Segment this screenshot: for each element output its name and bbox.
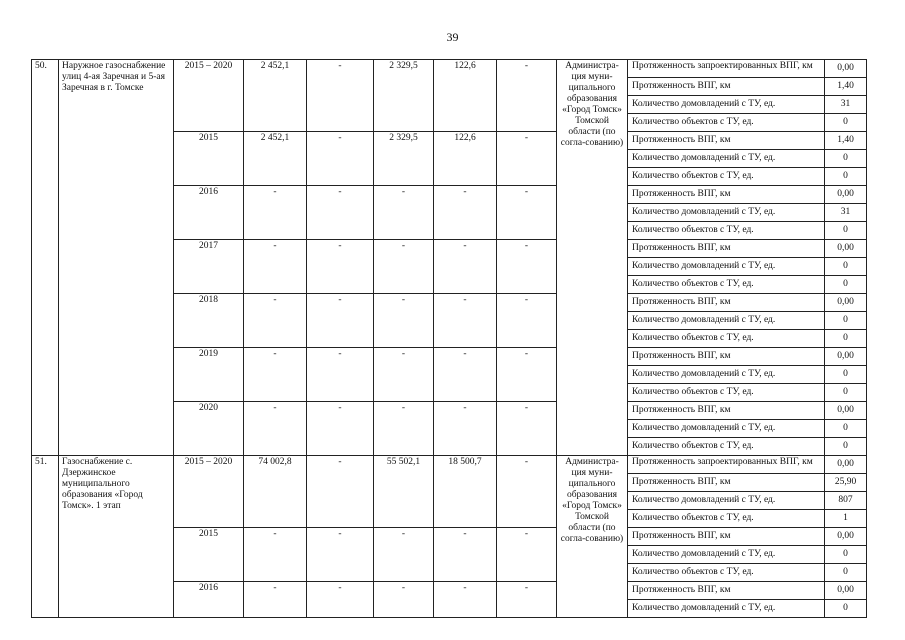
indicator-value-cell: 1: [825, 510, 867, 528]
indicator-value-cell: 0: [825, 384, 867, 402]
table-body: [32, 60, 867, 618]
indicator-value-cell: 0: [825, 222, 867, 240]
page-number: 39: [446, 30, 459, 44]
indicator-value-cell: 807: [825, 492, 867, 510]
indicator-label-cell: Количество объектов с ТУ, ед.: [628, 168, 825, 186]
federal-budget-cell: -: [307, 348, 374, 402]
indicator-value-cell: 0,00: [825, 348, 867, 366]
local-budget-cell: -: [434, 402, 497, 456]
indicator-label-cell: Количество объектов с ТУ, ед.: [628, 564, 825, 582]
period-cell: 2018: [174, 294, 244, 348]
total-amount-cell: 74 002,8: [244, 456, 307, 528]
local-budget-cell: -: [434, 186, 497, 240]
indicator-value-cell: 0: [825, 420, 867, 438]
period-cell: 2015: [174, 132, 244, 186]
local-budget-cell: -: [434, 240, 497, 294]
other-sources-cell: -: [497, 60, 557, 132]
federal-budget-cell: -: [307, 132, 374, 186]
indicator-value-cell: 0,00: [825, 240, 867, 258]
other-sources-cell: -: [497, 528, 557, 582]
indicator-label-cell: Протяженность ВПГ, км: [628, 528, 825, 546]
indicator-label-cell: Количество домовладений с ТУ, ед.: [628, 420, 825, 438]
row-number-cell: 50.: [32, 60, 59, 456]
indicator-label-cell: Количество домовладений с ТУ, ед.: [628, 600, 825, 618]
federal-budget-cell: -: [307, 240, 374, 294]
indicator-value-cell: 1,40: [825, 78, 867, 96]
executor-cell: Администра-ция муни-ципального образования «Город Томск» Томской области (по согла-сованию): [557, 60, 628, 456]
indicator-label-cell: Количество домовладений с ТУ, ед.: [628, 258, 825, 276]
other-sources-cell: -: [497, 186, 557, 240]
total-amount-cell: -: [244, 240, 307, 294]
total-amount-cell: -: [244, 186, 307, 240]
total-amount-cell: -: [244, 582, 307, 618]
indicator-label-cell: Количество домовладений с ТУ, ед.: [628, 492, 825, 510]
regional-budget-cell: -: [374, 240, 434, 294]
indicator-value-cell: 0: [825, 600, 867, 618]
indicator-value-cell: 25,90: [825, 474, 867, 492]
indicator-value-cell: 0,00: [825, 402, 867, 420]
federal-budget-cell: -: [307, 186, 374, 240]
indicator-value-cell: 31: [825, 96, 867, 114]
indicator-value-cell: 0: [825, 564, 867, 582]
indicator-value-cell: 0,00: [825, 456, 867, 474]
indicator-value-cell: 31: [825, 204, 867, 222]
local-budget-cell: 122,6: [434, 60, 497, 132]
indicator-value-cell: 0: [825, 276, 867, 294]
other-sources-cell: -: [497, 132, 557, 186]
total-amount-cell: -: [244, 402, 307, 456]
period-cell: 2017: [174, 240, 244, 294]
indicator-label-cell: Количество домовладений с ТУ, ед.: [628, 546, 825, 564]
indicator-label-cell: Количество домовладений с ТУ, ед.: [628, 204, 825, 222]
indicator-label-cell: Количество объектов с ТУ, ед.: [628, 276, 825, 294]
local-budget-cell: 122,6: [434, 132, 497, 186]
period-cell: 2020: [174, 402, 244, 456]
table-row: [32, 60, 867, 78]
indicator-value-cell: 0: [825, 546, 867, 564]
indicator-label-cell: Протяженность ВПГ, км: [628, 294, 825, 312]
indicator-value-cell: 0: [825, 312, 867, 330]
indicator-label-cell: Протяженность ВПГ, км: [628, 348, 825, 366]
regional-budget-cell: -: [374, 582, 434, 618]
federal-budget-cell: -: [307, 528, 374, 582]
total-amount-cell: 2 452,1: [244, 132, 307, 186]
indicator-value-cell: 0: [825, 330, 867, 348]
regional-budget-cell: -: [374, 402, 434, 456]
indicator-label-cell: Протяженность ВПГ, км: [628, 240, 825, 258]
indicator-label-cell: Количество объектов с ТУ, ед.: [628, 222, 825, 240]
total-amount-cell: 2 452,1: [244, 60, 307, 132]
federal-budget-cell: -: [307, 60, 374, 132]
indicator-label-cell: Протяженность ВПГ, км: [628, 582, 825, 600]
indicator-label-cell: Количество домовладений с ТУ, ед.: [628, 366, 825, 384]
program-table: [31, 59, 867, 618]
indicator-value-cell: 0,00: [825, 582, 867, 600]
federal-budget-cell: -: [307, 294, 374, 348]
regional-budget-cell: -: [374, 294, 434, 348]
federal-budget-cell: -: [307, 582, 374, 618]
indicator-label-cell: Протяженность запроектированных ВПГ, км: [628, 60, 825, 78]
federal-budget-cell: -: [307, 456, 374, 528]
period-cell: 2015 – 2020: [174, 456, 244, 528]
indicator-label-cell: Протяженность ВПГ, км: [628, 132, 825, 150]
other-sources-cell: -: [497, 402, 557, 456]
indicator-value-cell: 0: [825, 114, 867, 132]
other-sources-cell: -: [497, 348, 557, 402]
indicator-value-cell: 0,00: [825, 294, 867, 312]
indicator-value-cell: 1,40: [825, 132, 867, 150]
local-budget-cell: 18 500,7: [434, 456, 497, 528]
indicator-label-cell: Количество объектов с ТУ, ед.: [628, 330, 825, 348]
total-amount-cell: -: [244, 294, 307, 348]
indicator-label-cell: Количество объектов с ТУ, ед.: [628, 384, 825, 402]
indicator-value-cell: 0: [825, 366, 867, 384]
indicator-label-cell: Количество объектов с ТУ, ед.: [628, 438, 825, 456]
other-sources-cell: -: [497, 294, 557, 348]
other-sources-cell: -: [497, 582, 557, 618]
local-budget-cell: -: [434, 294, 497, 348]
regional-budget-cell: -: [374, 348, 434, 402]
indicator-value-cell: 0: [825, 258, 867, 276]
indicator-label-cell: Протяженность ВПГ, км: [628, 474, 825, 492]
total-amount-cell: -: [244, 348, 307, 402]
local-budget-cell: -: [434, 348, 497, 402]
regional-budget-cell: 2 329,5: [374, 60, 434, 132]
local-budget-cell: -: [434, 528, 497, 582]
measure-name-cell: Газоснабжение с. Дзержинское муниципального образования «Город Томск». 1 этап: [59, 456, 174, 618]
regional-budget-cell: 2 329,5: [374, 132, 434, 186]
other-sources-cell: -: [497, 240, 557, 294]
indicator-value-cell: 0,00: [825, 528, 867, 546]
period-cell: 2015: [174, 528, 244, 582]
executor-cell: Администра-ция муни-ципального образования «Город Томск» Томской области (по согла-сованию): [557, 456, 628, 618]
indicator-label-cell: Протяженность ВПГ, км: [628, 402, 825, 420]
row-number-cell: 51.: [32, 456, 59, 618]
regional-budget-cell: 55 502,1: [374, 456, 434, 528]
period-cell: 2019: [174, 348, 244, 402]
indicator-label-cell: Количество объектов с ТУ, ед.: [628, 510, 825, 528]
indicator-label-cell: Протяженность ВПГ, км: [628, 78, 825, 96]
regional-budget-cell: -: [374, 528, 434, 582]
indicator-label-cell: Количество домовладений с ТУ, ед.: [628, 96, 825, 114]
indicator-value-cell: 0: [825, 438, 867, 456]
indicator-value-cell: 0,00: [825, 186, 867, 204]
indicator-label-cell: Количество домовладений с ТУ, ед.: [628, 150, 825, 168]
indicator-label-cell: Количество домовладений с ТУ, ед.: [628, 312, 825, 330]
total-amount-cell: -: [244, 528, 307, 582]
local-budget-cell: -: [434, 582, 497, 618]
federal-budget-cell: -: [307, 402, 374, 456]
indicator-label-cell: Протяженность запроектированных ВПГ, км: [628, 456, 825, 474]
indicator-label-cell: Протяженность ВПГ, км: [628, 186, 825, 204]
indicator-value-cell: 0: [825, 168, 867, 186]
indicator-label-cell: Количество объектов с ТУ, ед.: [628, 114, 825, 132]
other-sources-cell: -: [497, 456, 557, 528]
indicator-value-cell: 0: [825, 150, 867, 168]
measure-name-cell: Наружное газоснабжение улиц 4-ая Заречная и 5-ая Заречная в г. Томске: [59, 60, 174, 456]
indicator-value-cell: 0,00: [825, 60, 867, 78]
regional-budget-cell: -: [374, 186, 434, 240]
period-cell: 2016: [174, 582, 244, 618]
period-cell: 2015 – 2020: [174, 60, 244, 132]
period-cell: 2016: [174, 186, 244, 240]
table-row: [32, 456, 867, 474]
